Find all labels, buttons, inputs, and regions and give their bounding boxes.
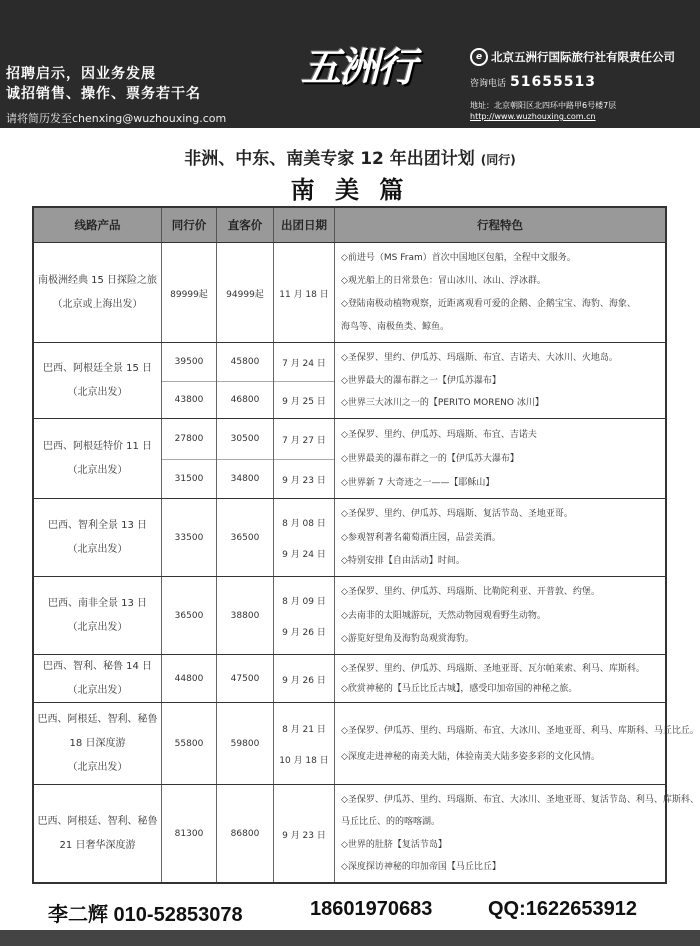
table-header	[34, 208, 665, 242]
col-header-retail-price: 直客价	[217, 208, 274, 242]
page-title	[0, 144, 700, 169]
feature-line: ◇特别安排【自由活动】时间。	[341, 555, 465, 566]
company-url[interactable]: http://www.wuzhouxing.com.cn	[470, 112, 596, 121]
peer-price-cell	[162, 703, 217, 784]
feature-line: ◇圣保罗、里约、伊瓜苏、玛瑙斯、比勒陀利亚、开普敦、约堡。	[341, 587, 600, 598]
company-logo-icon: e	[470, 48, 488, 66]
table-row	[34, 576, 665, 654]
departure-date-cell	[274, 343, 335, 418]
retail-price-cell	[217, 655, 274, 702]
features-cell	[335, 419, 665, 498]
route-cell	[34, 499, 162, 576]
peer-price: 39500	[174, 357, 204, 367]
route-name-line: （北京出发）	[67, 386, 128, 398]
departure-date-cell	[274, 655, 335, 702]
peer-price-cell	[162, 577, 217, 654]
section-title: 南 美 篇	[290, 175, 410, 204]
route-cell	[34, 703, 162, 784]
route-cell	[34, 577, 162, 654]
route-name-line: （北京或上海出发）	[52, 298, 143, 310]
feature-line: ◇世界新 7 大奇迹之一——【耶稣山】	[341, 477, 495, 488]
retail-price: 38800	[230, 611, 260, 621]
departure-date: 10 月 18 日	[279, 756, 329, 766]
departure-dates	[274, 499, 334, 577]
peer-price-cell	[162, 785, 217, 882]
route-name-line: （北京出发）	[67, 464, 128, 476]
peer-price-cell	[162, 419, 217, 498]
departure-date-cell	[274, 785, 335, 882]
route-cell	[34, 785, 162, 882]
brand-logo	[268, 34, 448, 94]
route-name-line: （北京出发）	[67, 543, 128, 555]
retail-price: 94999起	[226, 289, 264, 300]
col-header-features: 行程特色	[477, 218, 523, 232]
departure-date: 9 月 25 日	[282, 396, 326, 407]
departure-date: 8 月 21 日	[282, 725, 326, 735]
peer-price: 27800	[174, 434, 204, 444]
feature-line: ◇游览好望角及海豹岛观赏海豹。	[341, 633, 474, 644]
route-name-line: 巴西、阿根廷特价 11 日	[42, 440, 153, 452]
retail-price-cell	[217, 785, 274, 882]
recruit-line-2: 诚招销售、操作、票务若干名	[6, 86, 201, 102]
retail-price: 47500	[230, 674, 260, 684]
route-name-line: （北京出发）	[67, 761, 128, 773]
logo-text: 五洲行	[301, 43, 415, 91]
feature-line: ◇世界最美的瀑布群之一的【伊瓜苏大瀑布】	[341, 453, 519, 464]
route-cell	[34, 419, 162, 498]
feature-line: ◇前进号（MS Fram）首次中国地区包船，全程中文服务。	[341, 253, 576, 263]
page-title-text: 非洲、中东、南美专家 12 年出团计划	[184, 149, 475, 169]
retail-price-cell	[217, 577, 274, 654]
route-cell	[34, 243, 162, 342]
features-cell	[335, 655, 665, 702]
retail-price-cell	[217, 343, 274, 418]
feature-line: 马丘比丘、的的喀喀湖。	[341, 817, 441, 828]
departure-date-cell	[274, 499, 335, 576]
route-name-line: （北京出发）	[67, 621, 128, 633]
departure-dates	[274, 785, 334, 883]
route-name-line: 巴西、南非全景 13 日	[47, 597, 148, 609]
table-row	[34, 418, 665, 498]
departure-date: 8 月 09 日	[282, 597, 326, 607]
contact-qq[interactable]: QQ:1622653912	[488, 898, 638, 920]
peer-price: 36500	[174, 611, 204, 621]
phone-label: 咨询电话	[470, 79, 507, 89]
phone-number[interactable]: 51655513	[510, 74, 596, 90]
retail-price-cell	[217, 419, 274, 498]
company-phone	[470, 74, 698, 90]
feature-line: ◇观光船上的日常景色：冒山冰川、冰山、浮冰群。	[341, 276, 546, 286]
company-name: 北京五洲行国际旅行社有限责任公司	[491, 50, 675, 64]
col-header-peer-price: 同行价	[162, 208, 217, 242]
route-name-line: 18 日深度游	[69, 737, 126, 749]
peer-price: 55800	[174, 739, 204, 749]
departure-date: 9 月 26 日	[282, 675, 326, 686]
departure-date-cell	[274, 703, 335, 784]
peer-price: 44800	[174, 674, 204, 684]
peer-price: 33500	[174, 533, 204, 543]
company-name-row	[470, 48, 698, 66]
features-cell	[335, 577, 665, 654]
col-header-route: 线路产品	[34, 208, 162, 242]
retail-price: 45800	[230, 357, 260, 367]
departure-date: 9 月 23 日	[282, 830, 326, 841]
feature-line: ◇圣保罗、里约、伊瓜苏、玛瑙斯、复活节岛、圣地亚哥。	[341, 509, 573, 520]
departure-dates	[274, 703, 334, 785]
contact-footer	[0, 890, 700, 930]
feature-line: ◇世界的肚脐【复活节岛】	[341, 839, 447, 850]
table-row	[34, 702, 699, 784]
route-name-line: 巴西、智利、秘鲁 14 日	[42, 660, 153, 672]
peer-price-cell	[162, 343, 217, 418]
features-cell	[335, 785, 699, 882]
peer-price: 43800	[174, 395, 204, 405]
departure-date-cell	[274, 577, 335, 654]
departure-dates	[274, 381, 334, 419]
peer-price: 31500	[174, 474, 204, 484]
feature-line: ◇世界最大的瀑布群之一【伊瓜苏瀑布】	[341, 375, 501, 386]
contact-person-phone[interactable]: 李二辉 010-52853078	[48, 904, 243, 926]
table-row	[34, 654, 665, 702]
table-row	[34, 242, 665, 342]
feature-line: ◇圣保罗、里约、伊瓜苏、玛瑙斯、圣地亚哥、瓦尔帕莱索、利马、库斯科。	[341, 663, 645, 674]
company-info	[470, 48, 698, 121]
departure-date: 9 月 24 日	[282, 550, 326, 560]
page-title-note: (同行)	[480, 153, 516, 167]
route-name-line: 21 日奢华深度游	[59, 839, 136, 851]
route-name-line: 巴西、阿根廷、智利、秘鲁	[37, 713, 158, 725]
col-header-departure-date: 出团日期	[274, 208, 335, 242]
feature-line: ◇圣保罗、伊瓜苏、里约、玛瑙斯、布宜、大冰川、圣地亚哥、利马、库斯科、马丘比丘。	[341, 725, 699, 736]
departure-date: 7 月 27 日	[282, 435, 326, 446]
retail-price-cell	[217, 243, 274, 342]
departure-date: 9 月 23 日	[282, 475, 326, 486]
departure-date: 11 月 18 日	[279, 289, 329, 300]
features-cell	[335, 499, 665, 576]
feature-line: ◇圣保罗、里约、伊瓜苏、玛瑙斯、布宜、吉诺夫、大冰川、火地岛。	[341, 352, 618, 363]
route-name-line: 巴西、智利全景 13 日	[47, 519, 148, 531]
route-name-line: 巴西、阿根廷、智利、秘鲁	[37, 815, 158, 827]
title-area	[0, 128, 700, 206]
feature-line: ◇参观智利著名葡萄酒庄园，品尝美酒。	[341, 532, 501, 543]
route-cell	[34, 343, 162, 418]
departure-dates	[274, 419, 334, 459]
retail-price: 46800	[230, 395, 260, 405]
bottom-strip	[0, 930, 700, 946]
recruitment-notice	[6, 64, 266, 126]
recruit-line-1: 招聘启示，因业务发展	[6, 66, 156, 82]
departure-dates	[274, 655, 334, 703]
feature-line: ◇世界三大冰川之一的【PERITO MORENO 冰川】	[341, 398, 544, 409]
feature-line: ◇登陆南极动植物观察，近距离观看可爱的企鹅、企鹅宝宝、海豹、海象、	[341, 299, 636, 309]
feature-line: ◇深度探访神秘的印加帝国【马丘比丘】	[341, 862, 501, 873]
route-name-line: 巴西、阿根廷全景 15 日	[42, 362, 153, 374]
peer-price-cell	[162, 655, 217, 702]
peer-price: 89999起	[170, 289, 208, 300]
recruit-email[interactable]: 请将简历发至chenxing@wuzhouxing.com	[6, 112, 227, 125]
departure-dates	[274, 243, 334, 343]
retail-price: 36500	[230, 533, 260, 543]
feature-line: ◇去南非的太阳城游玩，天然动物园观看野生动物。	[341, 610, 546, 621]
retail-price: 30500	[230, 434, 260, 444]
departure-date-cell	[274, 243, 335, 342]
tour-schedule-table	[32, 206, 699, 884]
route-name-line: （北京出发）	[67, 684, 128, 696]
departure-date: 8 月 08 日	[282, 519, 326, 529]
peer-price-cell	[162, 499, 217, 576]
retail-price: 86800	[230, 829, 260, 839]
feature-line: ◇欣赏神秘的【马丘比丘古城】，感受印加帝国的神秘之旅。	[341, 683, 578, 694]
table-row	[34, 784, 699, 882]
contact-mobile[interactable]: 18601970683	[310, 898, 433, 920]
header-banner	[0, 0, 700, 128]
retail-price: 34800	[230, 474, 260, 484]
features-cell	[335, 343, 665, 418]
retail-price-cell	[217, 499, 274, 576]
company-address: 地址：北京朝阳区北四环中路甲6号楼7层	[470, 101, 617, 110]
departure-dates	[274, 577, 334, 655]
retail-price: 59800	[230, 739, 260, 749]
retail-price-cell	[217, 703, 274, 784]
departure-date: 9 月 26 日	[282, 628, 326, 638]
route-cell	[34, 655, 162, 702]
feature-line: ◇圣保罗、里约、伊瓜苏、玛瑙斯、布宜、吉诺夫	[341, 429, 537, 440]
table-row	[34, 342, 665, 418]
departure-dates	[274, 459, 334, 499]
features-cell	[335, 703, 699, 784]
table-row	[34, 498, 665, 576]
route-name-line: 南极洲经典 15 日探险之旅	[37, 274, 158, 286]
feature-line: 海鸟等、南极鱼类、鲸鱼。	[341, 322, 450, 332]
departure-date: 7 月 24 日	[282, 358, 326, 369]
departure-dates	[274, 343, 334, 381]
departure-date-cell	[274, 419, 335, 498]
feature-line: ◇深度走进神秘的南美大陆，体验南美大陆多姿多彩的文化风情。	[341, 751, 600, 762]
features-cell	[335, 243, 665, 342]
feature-line: ◇圣保罗、伊瓜苏、里约、玛瑙斯、布宜、大冰川、圣地亚哥、复活节岛、利马、库斯科、	[341, 794, 699, 805]
peer-price: 81300	[174, 829, 204, 839]
peer-price-cell	[162, 243, 217, 342]
